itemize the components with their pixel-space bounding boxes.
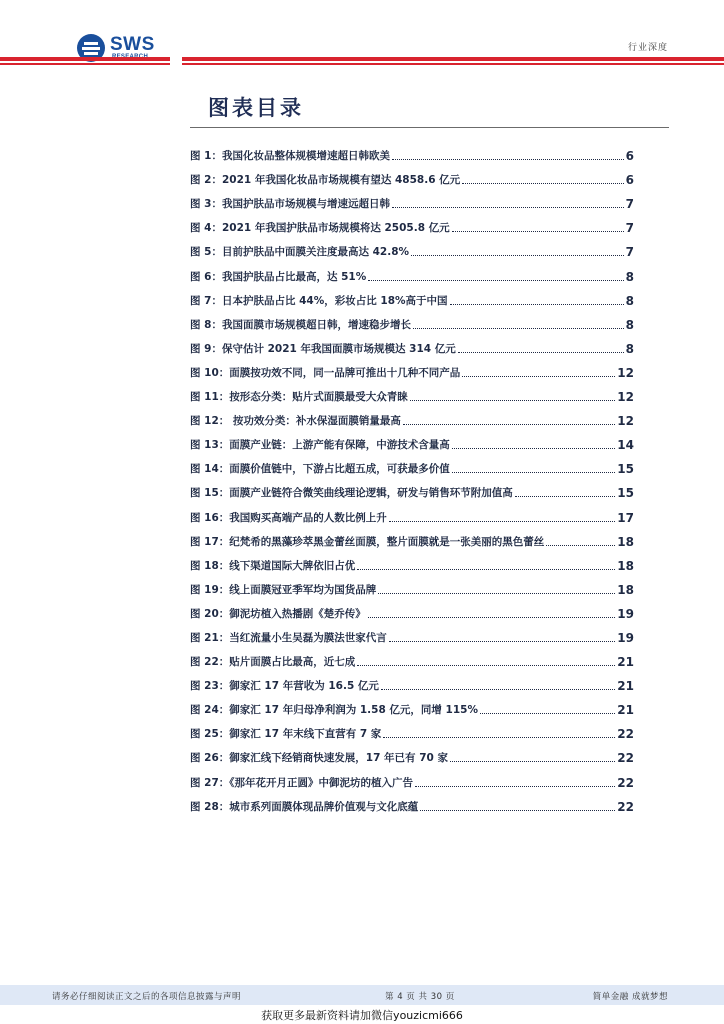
toc-entry[interactable] (190, 380, 634, 404)
toc-entry-page: 7 (625, 221, 634, 236)
toc-leader-dots (546, 545, 615, 546)
toc-entry[interactable] (190, 741, 634, 765)
toc-entry-page: 14 (617, 438, 634, 453)
toc-entry-label: 图 5：目前护肤品中面膜关注度最高达 42.8% (190, 246, 410, 259)
toc-leader-dots (411, 255, 624, 256)
toc-entry[interactable] (190, 235, 634, 259)
toc-leader-dots (450, 304, 624, 305)
toc-entry-label: 图 12： 按功效分类：补水保湿面膜销量最高 (190, 415, 401, 428)
toc-entry-label: 图 11：按形态分类：贴片式面膜最受大众青睐 (190, 391, 408, 404)
toc-leader-dots (413, 328, 624, 329)
footer-disclaimer: 请务必仔细阅读正文之后的各项信息披露与声明 (52, 992, 242, 1002)
toc-entry[interactable] (190, 500, 634, 524)
toc-entry[interactable] (190, 356, 634, 380)
toc-leader-dots (378, 593, 615, 594)
toc-entry-label: 图 4：2021 年我国护肤品市场规模将达 2505.8 亿元 (190, 222, 450, 235)
toc-entry[interactable] (190, 476, 634, 500)
toc-entry-label: 图 26：御家汇线下经销商快速发展，17 年已有 70 家 (190, 752, 448, 765)
toc-entry[interactable] (190, 621, 634, 645)
figure-list (190, 139, 634, 814)
toc-entry-page: 22 (617, 727, 634, 742)
toc-leader-dots (357, 665, 615, 666)
toc-entry[interactable] (190, 573, 634, 597)
toc-entry-page: 22 (617, 775, 634, 790)
header-rule-left (0, 57, 170, 61)
title-divider (190, 127, 669, 128)
toc-leader-dots (392, 159, 624, 160)
toc-leader-dots (357, 569, 615, 570)
toc-entry-page: 22 (617, 799, 634, 814)
toc-leader-dots (515, 496, 616, 497)
toc-entry-page: 21 (617, 703, 634, 718)
toc-entry-label: 图 17：纪梵希的黑藻珍萃黑金蕾丝面膜，整片面膜就是一张美丽的黑色蕾丝 (190, 535, 545, 548)
toc-leader-dots (368, 280, 623, 281)
toc-entry-page: 18 (617, 534, 634, 549)
toc-entry-page: 19 (617, 630, 634, 645)
toc-entry-page: 15 (617, 462, 634, 477)
toc-entry-page: 21 (617, 655, 634, 670)
toc-leader-dots (452, 472, 616, 473)
toc-entry-page: 6 (625, 149, 634, 164)
toc-entry-label: 图 6：我国护肤品占比最高，达 51% (190, 270, 367, 283)
toc-entry-page: 21 (617, 679, 634, 694)
toc-entry-label: 图 7：日本护肤品占比 44%，彩妆占比 18%高于中国 (190, 294, 448, 307)
toc-entry[interactable] (190, 428, 634, 452)
toc-leader-dots (389, 521, 616, 522)
toc-entry[interactable] (190, 259, 634, 283)
toc-entry-page: 17 (617, 510, 634, 525)
toc-entry[interactable] (190, 404, 634, 428)
toc-title: 图表目录 (208, 95, 304, 120)
toc-entry-page: 18 (617, 582, 634, 597)
toc-entry-label: 图 27：《那年花开月正圆》中御泥坊的植入广告 (190, 776, 414, 789)
toc-entry[interactable] (190, 717, 634, 741)
toc-entry-label: 图 18：线下渠道国际大牌依旧占优 (190, 559, 356, 572)
toc-leader-dots (368, 617, 616, 618)
toc-entry[interactable] (190, 693, 634, 717)
toc-leader-dots (452, 231, 624, 232)
toc-entry[interactable] (190, 332, 634, 356)
toc-entry-page: 18 (617, 558, 634, 573)
toc-entry-page: 8 (625, 293, 634, 308)
toc-entry-page: 12 (617, 390, 634, 405)
toc-entry-label: 图 15：面膜产业链符合微笑曲线理论逻辑，研发与销售环节附加值高 (190, 487, 513, 500)
document-type: 行业深度 (627, 43, 668, 53)
toc-entry[interactable] (190, 308, 634, 332)
toc-leader-dots (381, 689, 615, 690)
header-rule-right-thin (182, 63, 724, 65)
toc-entry[interactable] (190, 669, 634, 693)
footer-slogan: 简单金融 成就梦想 (592, 992, 668, 1002)
toc-entry[interactable] (190, 790, 634, 814)
toc-leader-dots (403, 424, 615, 425)
toc-entry[interactable] (190, 765, 634, 789)
toc-entry-label: 图 25：御家汇 17 年末线下直营有 7 家 (190, 728, 382, 741)
toc-entry[interactable] (190, 187, 634, 211)
toc-entry-label: 图 8：我国面膜市场规模超日韩，增速稳步增长 (190, 318, 411, 331)
toc-leader-dots (462, 183, 623, 184)
toc-entry[interactable] (190, 139, 634, 163)
toc-entry-page: 8 (625, 317, 634, 332)
toc-entry-label: 图 16：我国购买高端产品的人数比例上升 (190, 511, 387, 524)
footer-page-info: 第 4 页 共 30 页 (385, 992, 455, 1002)
toc-entry-page: 7 (625, 245, 634, 260)
toc-entry[interactable] (190, 549, 634, 573)
toc-entry-label: 图 22：贴片面膜占比最高，近七成 (190, 656, 356, 669)
toc-leader-dots (420, 810, 615, 811)
toc-entry-label: 图 23：御家汇 17 年营收为 16.5 亿元 (190, 680, 379, 693)
toc-entry-label: 图 1：我国化妆品整体规模增速超日韩欧美 (190, 150, 390, 163)
toc-entry-label: 图 2：2021 年我国化妆品市场规模有望达 4858.6 亿元 (190, 174, 461, 187)
toc-leader-dots (462, 376, 615, 377)
toc-entry-page: 19 (617, 606, 634, 621)
toc-entry-label: 图 21：当红流量小生吴磊为膜法世家代言 (190, 631, 387, 644)
toc-entry-label: 图 19：线上面膜冠亚季军均为国货品牌 (190, 583, 377, 596)
toc-entry-page: 15 (617, 486, 634, 501)
toc-entry-label: 图 3：我国护肤品市场规模与增速远超日韩 (190, 198, 390, 211)
toc-leader-dots (410, 400, 616, 401)
toc-entry-label: 图 10：面膜按功效不同，同一品牌可推出十几种不同产品 (190, 366, 461, 379)
toc-entry[interactable] (190, 645, 634, 669)
toc-entry-label: 图 24：御家汇 17 年归母净利润为 1.58 亿元，同增 115% (190, 704, 479, 717)
watermark-text: 获取更多最新资料请加微信youzicmi666 (261, 1009, 463, 1022)
header-rule-right (182, 57, 724, 61)
toc-entry[interactable] (190, 284, 634, 308)
toc-entry-page: 22 (617, 751, 634, 766)
toc-entry[interactable] (190, 452, 634, 476)
toc-entry-label: 图 28：城市系列面膜体现品牌价值观与文化底蕴 (190, 800, 419, 813)
header-rule-left-thin (0, 63, 170, 65)
toc-leader-dots (389, 641, 616, 642)
toc-entry-page: 8 (625, 269, 634, 284)
toc-leader-dots (458, 352, 624, 353)
toc-entry[interactable] (190, 163, 634, 187)
toc-leader-dots (452, 448, 616, 449)
toc-leader-dots (450, 761, 615, 762)
toc-leader-dots (392, 207, 624, 208)
toc-entry-page: 7 (625, 197, 634, 212)
toc-entry-label: 图 20：御泥坊植入热播剧《楚乔传》 (190, 607, 366, 620)
toc-entry-label: 图 9：保守估计 2021 年我国面膜市场规模达 314 亿元 (190, 342, 456, 355)
toc-entry-label: 图 14：面膜价值链中，下游占比超五成，可获最多价值 (190, 463, 450, 476)
toc-entry-label: 图 13：面膜产业链：上游产能有保障，中游技术含量高 (190, 439, 450, 452)
toc-entry[interactable] (190, 211, 634, 235)
toc-entry-page: 8 (625, 341, 634, 356)
toc-entry[interactable] (190, 597, 634, 621)
toc-entry-page: 6 (625, 173, 634, 188)
toc-leader-dots (415, 786, 615, 787)
toc-entry-page: 12 (617, 365, 634, 380)
toc-entry[interactable] (190, 525, 634, 549)
logo-text: SWS (110, 34, 155, 55)
toc-leader-dots (480, 713, 615, 714)
toc-entry-page: 12 (617, 414, 634, 429)
toc-leader-dots (383, 737, 615, 738)
